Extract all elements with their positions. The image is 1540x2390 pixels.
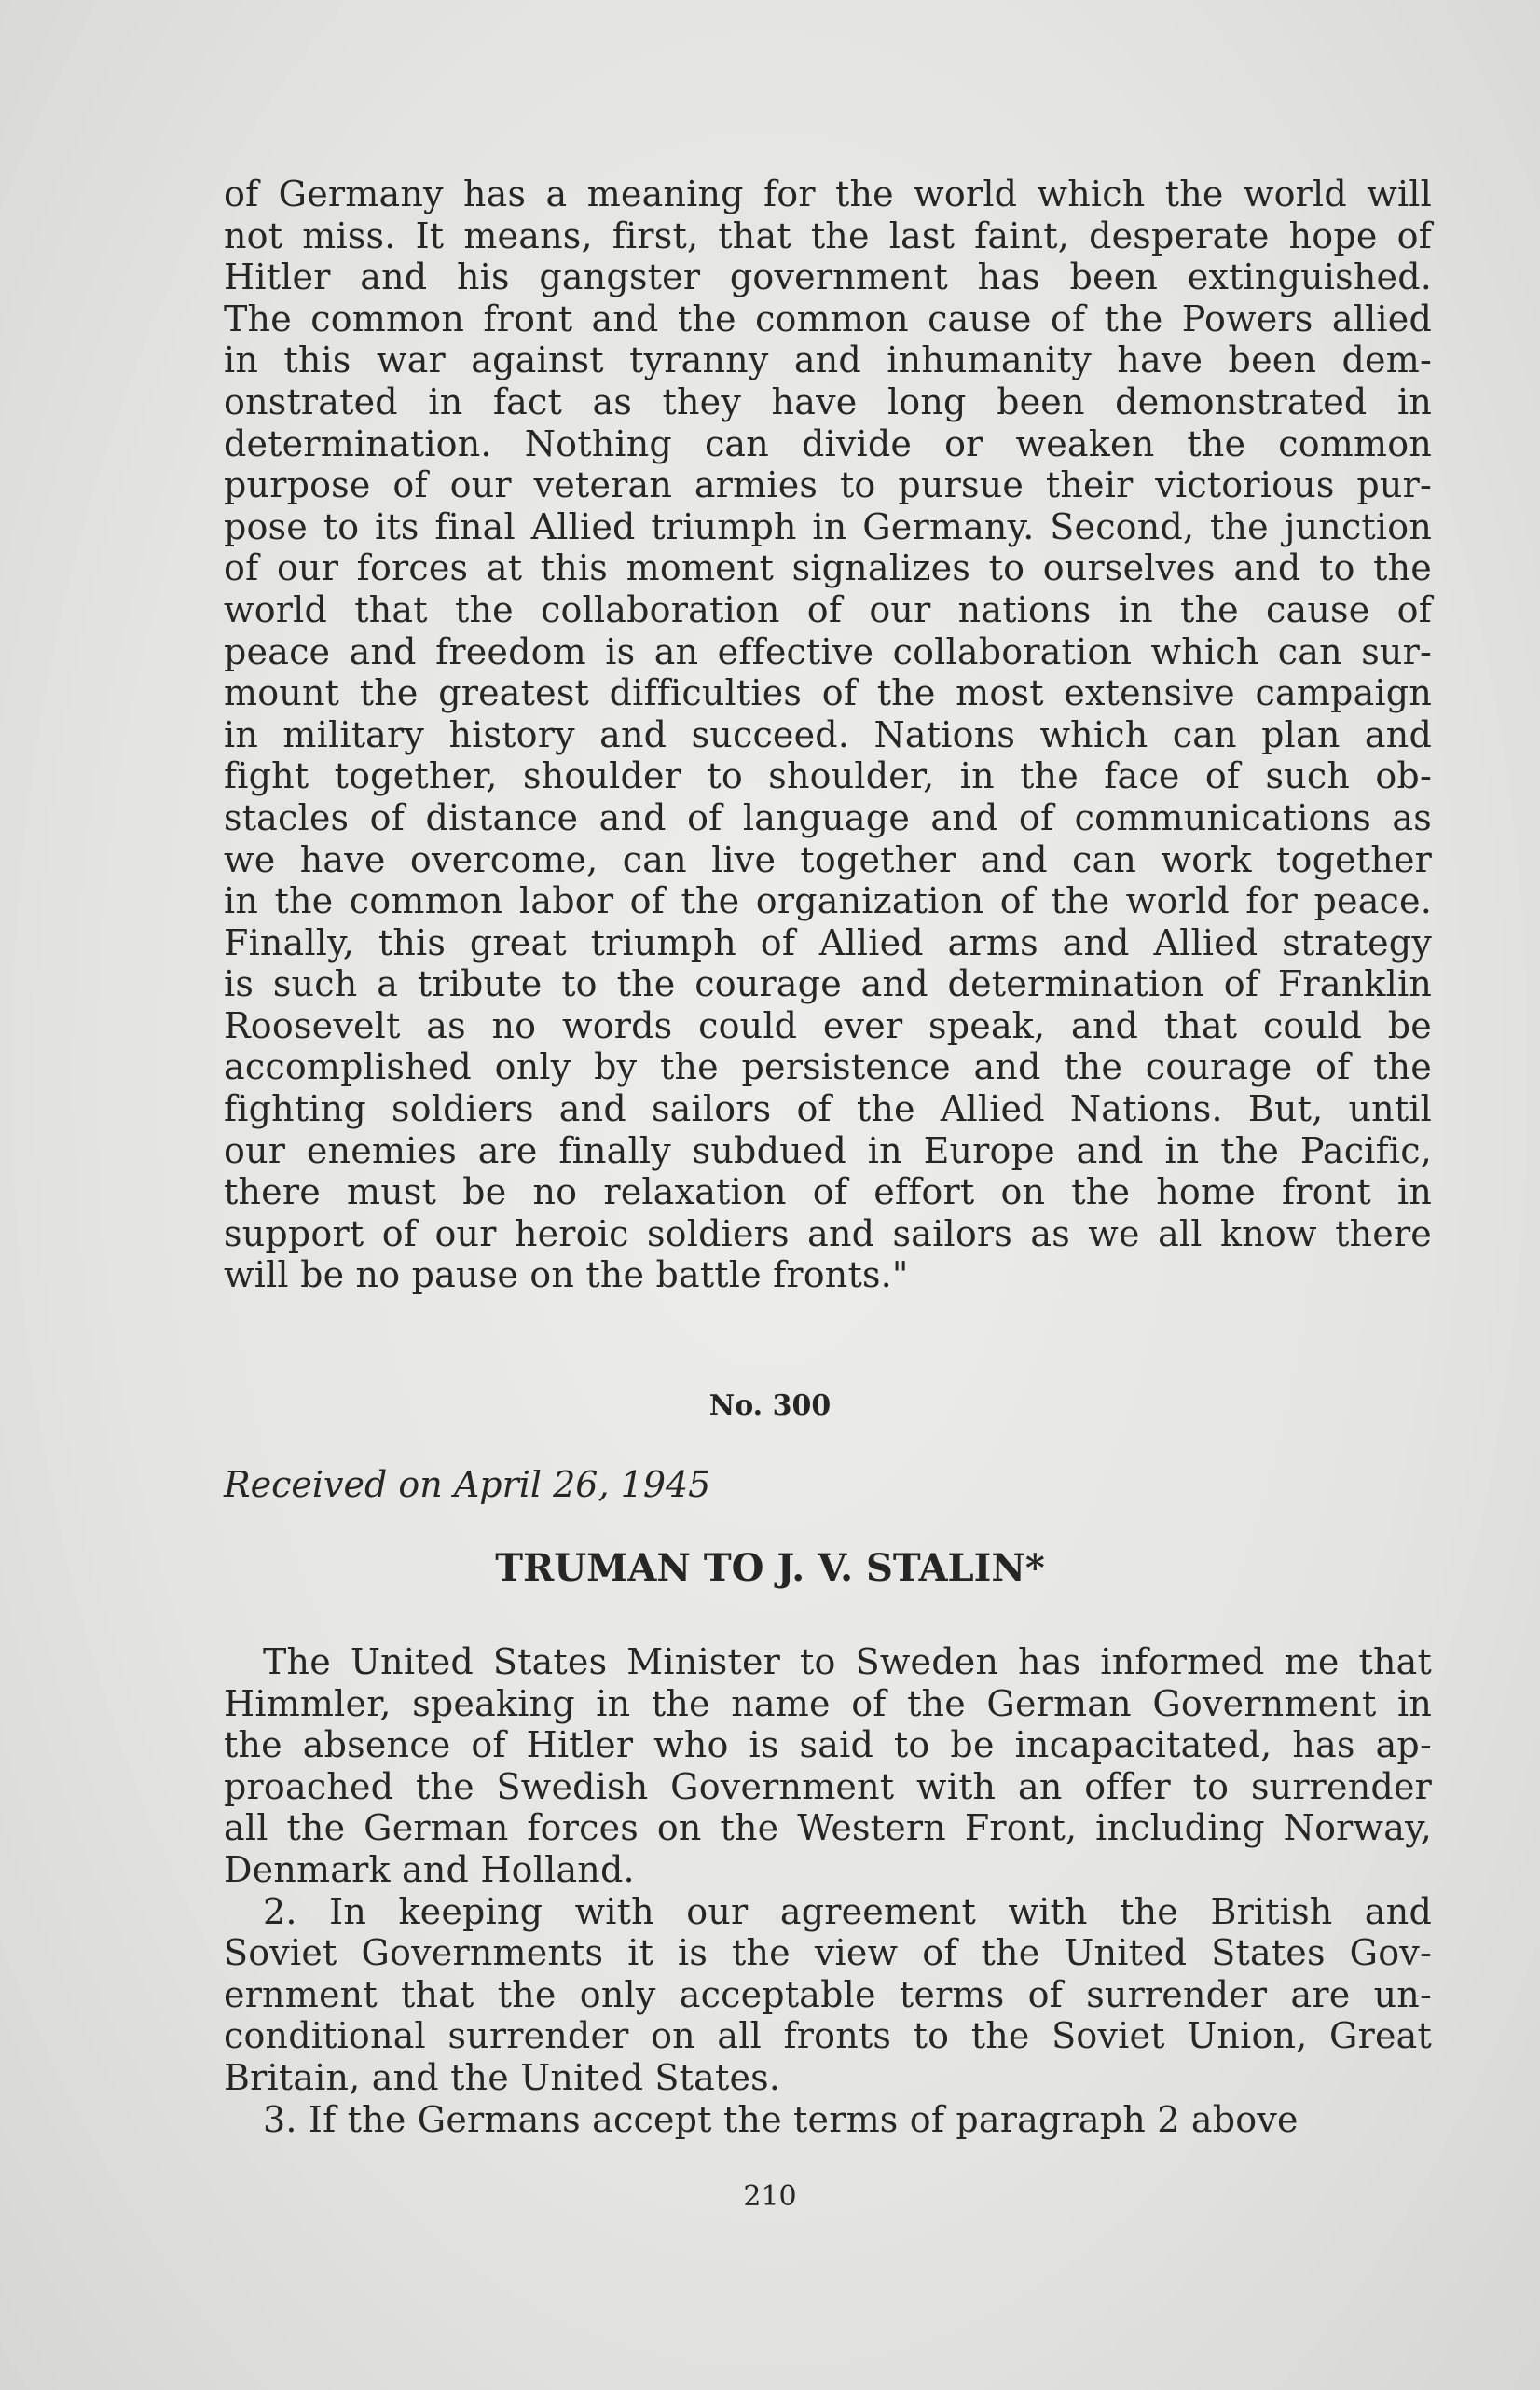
text-line: accomplished only by the persistence and the courage of the xyxy=(224,1046,1432,1088)
text-line: Denmark and Holland. xyxy=(224,1848,635,1890)
body-paragraph-2 xyxy=(224,1641,1432,2140)
text-line: peace and freedom is an effective collaboration which can sur- xyxy=(224,630,1432,672)
text-line: in the common labor of the organization of the world for peace. xyxy=(224,880,1432,922)
text-line: fighting soldiers and sailors of the Allied Nations. But, until xyxy=(224,1088,1432,1130)
text-line: the absence of Hitler who is said to be incapacitated, has ap- xyxy=(224,1724,1432,1766)
text-line: conditional surrender on all fronts to the Soviet Union, Great xyxy=(224,2015,1432,2057)
text-line: onstrated in fact as they have long been demonstrated in xyxy=(224,380,1432,422)
text-line: purpose of our veteran armies to pursue their victorious pur- xyxy=(224,464,1432,506)
text-line: Britain, and the United States. xyxy=(224,2056,781,2098)
document-number: No. 300 xyxy=(708,1389,832,1422)
text-line: in military history and succeed. Nations which can plan and xyxy=(224,713,1432,755)
text-line: will be no pause on the battle fronts." xyxy=(224,1254,909,1296)
text-line: determination. Nothing can divide or weaken the common xyxy=(224,422,1432,464)
text-line: world that the collaboration of our nations in the cause of xyxy=(224,588,1432,630)
text-line: Soviet Governments it is the view of the United States Gov- xyxy=(224,1932,1432,1974)
text-line: is such a tribute to the courage and determination of Franklin xyxy=(224,963,1432,1005)
text-line: of Germany has a meaning for the world which the world will xyxy=(224,173,1432,214)
text-line: our enemies are finally subdued in Europe and in the Pacific, xyxy=(224,1129,1432,1171)
text-line: support of our heroic soldiers and sailors as we all know there xyxy=(224,1212,1432,1254)
text-line: mount the greatest difficulties of the most extensive campaign xyxy=(224,672,1432,714)
document-title: TRUMAN TO J. V. STALIN* xyxy=(495,1546,1045,1590)
text-line: proached the Swedish Government with an offer to surrender xyxy=(224,1765,1432,1807)
text-line: The United States Minister to Sweden has informed me that xyxy=(263,1641,1432,1682)
received-date: Received on April 26, 1945 xyxy=(224,1464,711,1505)
text-line: pose to its final Allied triumph in Germany. Second, the junction xyxy=(224,505,1432,547)
text-line: 3. If the Germans accept the terms of paragraph 2 above xyxy=(263,2098,1299,2140)
text-line: stacles of distance and of language and of communications as xyxy=(224,796,1432,838)
text-line: not miss. It means, first, that the last faint, desperate hope of xyxy=(224,214,1432,256)
text-line: fight together, shoulder to shoulder, in the face of such ob- xyxy=(224,755,1432,797)
text-line: The common front and the common cause of the Powers allied xyxy=(224,297,1432,339)
text-line: 2. In keeping with our agreement with the British and xyxy=(263,1890,1432,1932)
text-line: in this war against tyranny and inhumanity have been dem- xyxy=(224,339,1432,381)
page-number: 210 xyxy=(743,2180,797,2213)
text-line: there must be no relaxation of effort on the home front in xyxy=(224,1171,1432,1213)
text-line: all the German forces on the Western Front, including Norway, xyxy=(224,1807,1432,1849)
text-line: ernment that the only acceptable terms of surrender are un- xyxy=(224,1973,1432,2015)
text-line: Finally, this great triumph of Allied arms and Allied strategy xyxy=(224,921,1432,963)
text-line: we have overcome, can live together and can work together xyxy=(224,838,1432,880)
body-paragraph-1 xyxy=(224,173,1432,1296)
text-line: Himmler, speaking in the name of the German Government in xyxy=(224,1682,1432,1724)
text-line: Roosevelt as no words could ever speak, and that could be xyxy=(224,1004,1432,1046)
text-line: of our forces at this moment signalizes to ourselves and to the xyxy=(224,547,1432,589)
text-line: Hitler and his gangster government has been extinguished. xyxy=(224,256,1432,298)
